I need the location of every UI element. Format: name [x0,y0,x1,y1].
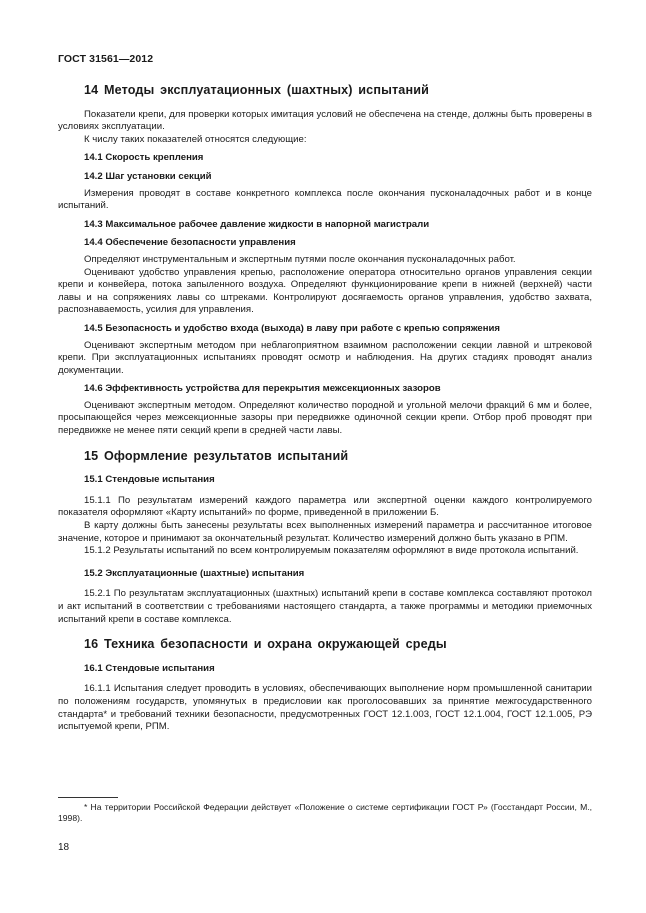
subsection-14-5-paragraph: Оценивают экспертным методом при неблагоприятном взаимном расположении секции лавной и штрековой крепи. При эксплуатационных испытаниях проводят осмотр и наблюдения. На других стадиях проводят анализ документации. [58,339,592,376]
subsection-15-1-title: 15.1 Стендовые испытания [84,474,215,486]
subsection-14-6-paragraph: Оценивают экспертным методом. Определяют количество породной и угольной мелочи фракций 6 мм и более, просыпающейся через межсекционные зазоры при передвижке одиночной секции крепи. Отбор проб проводят при передвижке не менее пяти секций крепи в средней части лавы. [58,399,592,437]
subsection-15-1-paragraph: В карту должны быть занесены результаты всех выполненных измерений параметра и рассчитанное итоговое значение, которое и принимают за окончательный результат. Количество измерений должно быть указано в РПМ. [58,520,592,544]
subsection-14-5-title: 14.5 Безопасность и удобство входа (выхода) в лаву при работе с крепью сопряжения [84,322,500,334]
subsection-14-1-title: 14.1 Скорость крепления [84,152,204,164]
subsection-14-6-title: 14.6 Эффективность устройства для перекрытия межсекционных зазоров [84,383,441,395]
section-14-title: 14 Методы эксплуатационных (шахтных) испытаний [84,83,430,97]
section-16-title: 16 Техника безопасности и охрана окружающей среды [84,637,447,652]
subsection-14-4-title: 14.4 Обеспечение безопасности управления [84,237,296,249]
subsection-16-1-paragraph: 16.1.1 Испытания следует проводить в условиях, обеспечивающих выполнение норм промышленной санитарии по положениям государств, упомянутых в предисловии как проголосовавших за принятие межгосударственного стандарта* и требований техники безопасности, предусмотренных ГОСТ 12.1.003, ГОСТ 12.1.004, ГОСТ 12.1.005, РЭ испытуемой крепи, РПМ. [58,683,592,733]
subsection-16-1-title: 16.1 Стендовые испытания [84,662,215,674]
subsection-15-1-paragraph: 15.1.1 По результатам измерений каждого параметра или экспертной оценки каждого контролируемого показателя оформляют «Карту испытаний» по форме, приведенной в приложении Б. [58,494,592,519]
section-14-paragraph: Показатели крепи, для проверки которых имитация условий не обеспечена на стенде, должны быть проверены в условиях эксплуатации. [58,108,592,133]
subsection-14-2-title: 14.2 Шаг установки секций [84,170,212,182]
footnote: * На территории Российской Федерации действует «Положение о системе сертификации ГОСТ Р» (Госстандарт России, М., 1998). [58,802,592,824]
subsection-14-3-title: 14.3 Максимальное рабочее давление жидкости в напорной магистрали [84,218,430,230]
document-header: ГОСТ 31561—2012 [58,53,154,65]
subsection-15-2-paragraph: 15.2.1 По результатам эксплуатационных (шахтных) испытаний крепи в составе комплекса составляют протокол и акт испытаний в соответствии с требованиями настоящего стандарта, а также программы и методики приемочных испытаний крепи в составе комплекса. [58,588,592,625]
section-14-paragraph: К числу таких показателей относятся следующие: [84,133,307,145]
subsection-14-4-paragraph: Определяют инструментальным и экспертным путями после окончания пусконаладочных работ. [84,253,516,265]
page-number: 18 [58,842,70,853]
subsection-14-4-paragraph: Оценивают удобство управления крепью, расположение оператора относительно органов управления секции крепи и конвейера, потока запыленного воздуха. Определяют функционирование крепи в нижней (верхней) части лавы и на сопряжениях лавы со штреками. Контролируют досягаемость органов управления, удобство захвата, распознаваемость, усилия для управления. [58,266,592,316]
footnote-divider [58,797,118,798]
subsection-15-2-title: 15.2 Эксплуатационные (шахтные) испытания [84,567,305,579]
section-15-title: 15 Оформление результатов испытаний [84,448,349,463]
subsection-15-1-paragraph: 15.1.2 Результаты испытаний по всем контролируемым показателям оформляют в виде протокола испытаний. [84,545,579,557]
subsection-14-2-paragraph: Измерения проводят в составе конкретного комплекса после окончания пусконаладочных работ и в конце испытаний. [58,187,592,212]
document-body [58,78,592,734]
